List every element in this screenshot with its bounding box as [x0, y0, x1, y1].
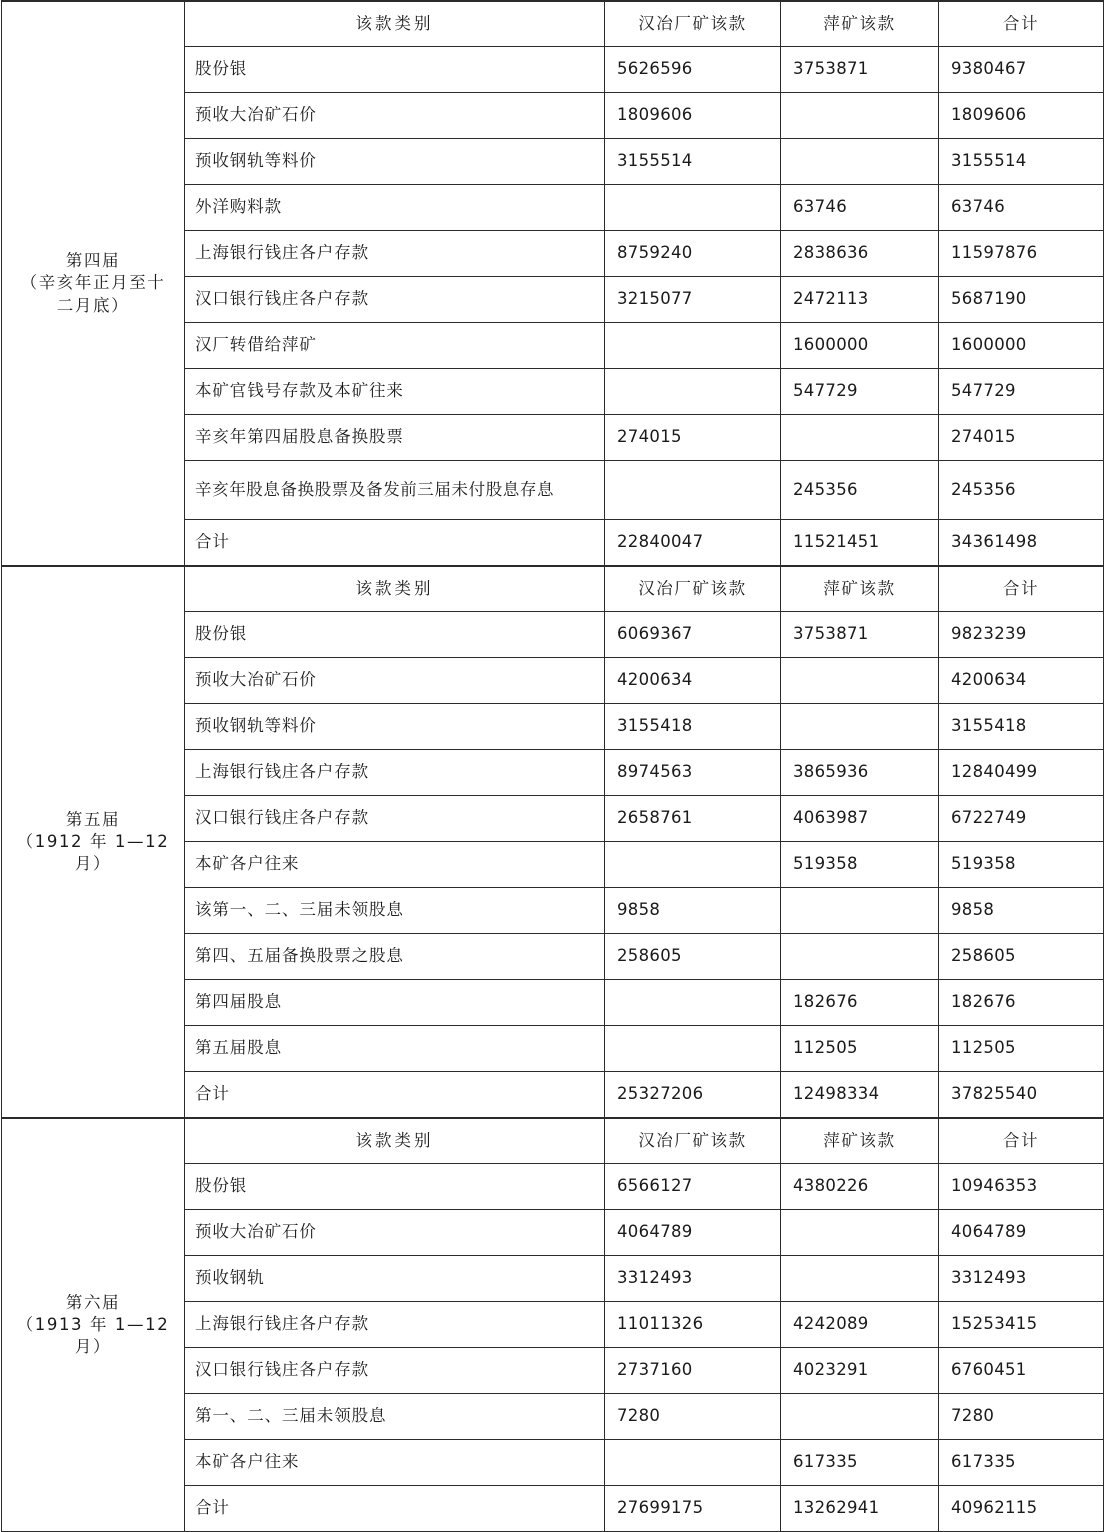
cell-pingkuang-amount: 112505	[781, 1026, 939, 1072]
cell-pingkuang-amount: 2838636	[781, 231, 939, 277]
cell-hanye-amount	[605, 323, 781, 369]
cell-hanye-amount: 5626596	[605, 47, 781, 93]
cell-pingkuang-amount	[781, 1394, 939, 1440]
cell-total-amount: 4200634	[939, 658, 1104, 704]
column-header-pingkuang: 萍矿该款	[781, 1, 939, 47]
cell-hanye-amount: 22840047	[605, 520, 781, 567]
cell-hanye-amount: 4064789	[605, 1210, 781, 1256]
cell-total-amount: 245356	[939, 461, 1104, 520]
period-range: （1912 年 1—12 月）	[16, 831, 170, 874]
cell-category: 辛亥年第四届股息备换股票	[185, 415, 605, 461]
cell-total-amount: 7280	[939, 1394, 1104, 1440]
cell-hanye-amount: 11011326	[605, 1302, 781, 1348]
period-range: （辛亥年正月至十二月底）	[20, 273, 166, 315]
cell-category: 本矿官钱号存款及本矿往来	[185, 369, 605, 415]
period-name: 第四届	[65, 251, 121, 271]
cell-pingkuang-amount	[781, 888, 939, 934]
section-header-row	[2, 1118, 1104, 1164]
cell-hanye-amount: 3155514	[605, 139, 781, 185]
cell-hanye-amount: 6566127	[605, 1164, 781, 1210]
cell-pingkuang-amount: 13262941	[781, 1486, 939, 1532]
cell-total-amount: 182676	[939, 980, 1104, 1026]
cell-pingkuang-amount: 4063987	[781, 796, 939, 842]
period-name: 第五届	[65, 809, 121, 829]
cell-total-amount: 12840499	[939, 750, 1104, 796]
cell-category: 汉厂转借给萍矿	[185, 323, 605, 369]
cell-category: 预收钢轨等料价	[185, 704, 605, 750]
cell-pingkuang-amount: 2472113	[781, 277, 939, 323]
cell-total-amount: 63746	[939, 185, 1104, 231]
cell-pingkuang-amount: 3753871	[781, 47, 939, 93]
cell-category: 合计	[185, 520, 605, 567]
cell-category: 本矿各户往来	[185, 842, 605, 888]
cell-category: 外洋购料款	[185, 185, 605, 231]
cell-category: 本矿各户往来	[185, 1440, 605, 1486]
cell-pingkuang-amount	[781, 934, 939, 980]
cell-pingkuang-amount: 1600000	[781, 323, 939, 369]
cell-hanye-amount: 9858	[605, 888, 781, 934]
cell-total-amount: 1809606	[939, 93, 1104, 139]
cell-hanye-amount	[605, 369, 781, 415]
cell-hanye-amount: 3155418	[605, 704, 781, 750]
column-header-category: 该款类别	[185, 566, 605, 612]
cell-pingkuang-amount: 182676	[781, 980, 939, 1026]
cell-pingkuang-amount	[781, 415, 939, 461]
cell-hanye-amount: 2658761	[605, 796, 781, 842]
column-header-category: 该款类别	[185, 1118, 605, 1164]
cell-category: 上海银行钱庄各户存款	[185, 231, 605, 277]
column-header-total: 合计	[939, 1, 1104, 47]
cell-hanye-amount: 6069367	[605, 612, 781, 658]
cell-hanye-amount	[605, 1440, 781, 1486]
cell-category: 第一、二、三届未领股息	[185, 1394, 605, 1440]
cell-total-amount: 9858	[939, 888, 1104, 934]
cell-category: 该第一、二、三届未领股息	[185, 888, 605, 934]
cell-hanye-amount: 3312493	[605, 1256, 781, 1302]
cell-total-amount: 3155418	[939, 704, 1104, 750]
cell-hanye-amount: 1809606	[605, 93, 781, 139]
cell-total-amount: 9380467	[939, 47, 1104, 93]
column-header-hanye: 汉冶厂矿该款	[605, 1118, 781, 1164]
cell-pingkuang-amount: 11521451	[781, 520, 939, 567]
column-header-pingkuang: 萍矿该款	[781, 1118, 939, 1164]
cell-total-amount: 15253415	[939, 1302, 1104, 1348]
cell-hanye-amount: 2737160	[605, 1348, 781, 1394]
cell-total-amount: 4064789	[939, 1210, 1104, 1256]
period-range: （1913 年 1—12 月）	[16, 1314, 170, 1357]
cell-pingkuang-amount: 12498334	[781, 1072, 939, 1119]
cell-category: 股份银	[185, 47, 605, 93]
period-cell	[2, 1118, 185, 1532]
cell-hanye-amount: 8759240	[605, 231, 781, 277]
cell-hanye-amount: 258605	[605, 934, 781, 980]
cell-category: 上海银行钱庄各户存款	[185, 1302, 605, 1348]
cell-category: 预收大冶矿石价	[185, 93, 605, 139]
cell-total-amount: 519358	[939, 842, 1104, 888]
cell-total-amount: 6760451	[939, 1348, 1104, 1394]
cell-category: 汉口银行钱庄各户存款	[185, 277, 605, 323]
cell-pingkuang-amount: 4380226	[781, 1164, 939, 1210]
column-header-pingkuang: 萍矿该款	[781, 566, 939, 612]
financial-table	[1, 0, 1104, 1532]
cell-hanye-amount: 27699175	[605, 1486, 781, 1532]
cell-total-amount: 5687190	[939, 277, 1104, 323]
cell-pingkuang-amount	[781, 1210, 939, 1256]
cell-total-amount: 40962115	[939, 1486, 1104, 1532]
cell-hanye-amount	[605, 185, 781, 231]
column-header-hanye: 汉冶厂矿该款	[605, 1, 781, 47]
cell-category: 第五届股息	[185, 1026, 605, 1072]
cell-category: 预收钢轨等料价	[185, 139, 605, 185]
cell-total-amount: 617335	[939, 1440, 1104, 1486]
cell-pingkuang-amount	[781, 704, 939, 750]
column-header-total: 合计	[939, 1118, 1104, 1164]
cell-category: 预收大冶矿石价	[185, 658, 605, 704]
column-header-total: 合计	[939, 566, 1104, 612]
cell-category: 合计	[185, 1486, 605, 1532]
cell-hanye-amount: 274015	[605, 415, 781, 461]
cell-hanye-amount: 3215077	[605, 277, 781, 323]
cell-total-amount: 10946353	[939, 1164, 1104, 1210]
cell-total-amount: 11597876	[939, 231, 1104, 277]
section-header-row	[2, 566, 1104, 612]
cell-pingkuang-amount: 3865936	[781, 750, 939, 796]
cell-hanye-amount	[605, 1026, 781, 1072]
cell-pingkuang-amount	[781, 93, 939, 139]
cell-total-amount: 37825540	[939, 1072, 1104, 1119]
cell-category: 第四届股息	[185, 980, 605, 1026]
cell-total-amount: 274015	[939, 415, 1104, 461]
cell-category: 上海银行钱庄各户存款	[185, 750, 605, 796]
period-cell	[2, 1, 185, 566]
cell-pingkuang-amount: 547729	[781, 369, 939, 415]
cell-hanye-amount: 4200634	[605, 658, 781, 704]
cell-category: 辛亥年股息备换股票及备发前三届未付股息存息	[185, 461, 605, 520]
cell-total-amount: 6722749	[939, 796, 1104, 842]
cell-pingkuang-amount: 245356	[781, 461, 939, 520]
cell-total-amount: 258605	[939, 934, 1104, 980]
cell-hanye-amount	[605, 842, 781, 888]
cell-total-amount: 3155514	[939, 139, 1104, 185]
cell-pingkuang-amount: 617335	[781, 1440, 939, 1486]
cell-pingkuang-amount: 4023291	[781, 1348, 939, 1394]
cell-category: 股份银	[185, 1164, 605, 1210]
cell-total-amount: 112505	[939, 1026, 1104, 1072]
cell-total-amount: 3312493	[939, 1256, 1104, 1302]
cell-hanye-amount: 8974563	[605, 750, 781, 796]
cell-total-amount: 34361498	[939, 520, 1104, 567]
cell-hanye-amount	[605, 980, 781, 1026]
section-header-row	[2, 1, 1104, 47]
period-cell	[2, 566, 185, 1118]
cell-pingkuang-amount: 63746	[781, 185, 939, 231]
cell-category: 合计	[185, 1072, 605, 1119]
cell-pingkuang-amount: 519358	[781, 842, 939, 888]
cell-total-amount: 9823239	[939, 612, 1104, 658]
cell-total-amount: 1600000	[939, 323, 1104, 369]
cell-pingkuang-amount: 3753871	[781, 612, 939, 658]
cell-category: 汉口银行钱庄各户存款	[185, 796, 605, 842]
cell-pingkuang-amount	[781, 658, 939, 704]
column-header-category: 该款类别	[185, 1, 605, 47]
cell-pingkuang-amount	[781, 139, 939, 185]
cell-category: 汉口银行钱庄各户存款	[185, 1348, 605, 1394]
cell-category: 预收钢轨	[185, 1256, 605, 1302]
cell-category: 第四、五届备换股票之股息	[185, 934, 605, 980]
column-header-hanye: 汉冶厂矿该款	[605, 566, 781, 612]
cell-pingkuang-amount	[781, 1256, 939, 1302]
cell-hanye-amount: 7280	[605, 1394, 781, 1440]
cell-pingkuang-amount: 4242089	[781, 1302, 939, 1348]
cell-hanye-amount: 25327206	[605, 1072, 781, 1119]
cell-category: 预收大冶矿石价	[185, 1210, 605, 1256]
cell-category: 股份银	[185, 612, 605, 658]
period-name: 第六届	[65, 1292, 121, 1312]
cell-hanye-amount	[605, 461, 781, 520]
cell-total-amount: 547729	[939, 369, 1104, 415]
